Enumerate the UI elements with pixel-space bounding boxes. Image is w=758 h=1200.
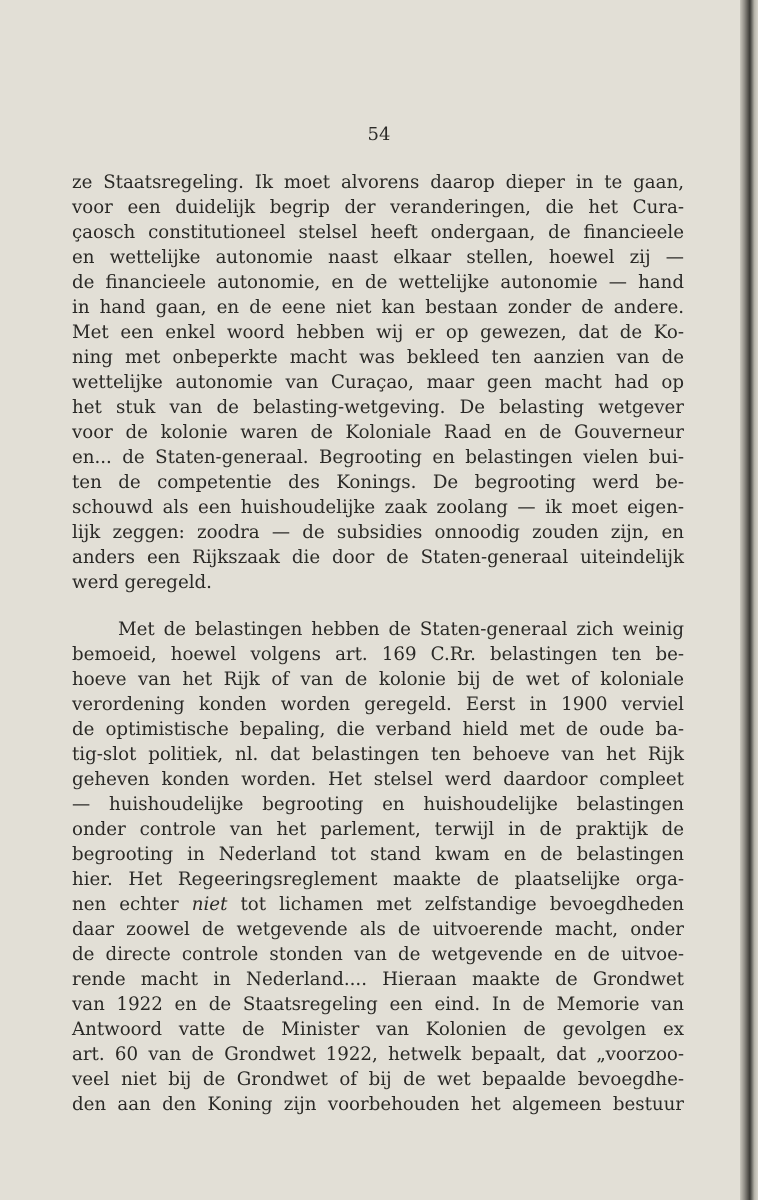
text-line: geheven konden worden. Het stelsel werd daardoor compleet <box>72 769 684 790</box>
text-line: ze Staatsregeling. Ik moet alvorens daarop dieper in te gaan, <box>72 172 684 193</box>
text-line-emphasis <box>72 892 684 917</box>
text-line: voor de kolonie waren de Koloniale Raad en de Gouverneur <box>72 422 684 443</box>
page-number: 54 <box>367 124 391 145</box>
text-fragment: nen echter <box>72 894 192 915</box>
text-line: de directe controle stonden van de wetgevende en de uitvoe- <box>72 944 684 965</box>
text-line: rende macht in Nederland.... Hieraan maakte de Grondwet <box>72 969 684 990</box>
text-line: ning met onbeperkte macht was bekleed ten aanzien van de <box>72 347 684 368</box>
text-line: de financieele autonomie, en de wettelijke autonomie — hand <box>72 272 684 293</box>
text-line: lijk zeggen: zoodra — de subsidies onnoodig zouden zijn, en <box>72 522 684 543</box>
text-line: çaosch constitutioneel stelsel heeft ondergaan, de financieele <box>72 222 684 243</box>
book-binding-edge <box>740 0 758 1200</box>
text-line: Antwoord vatte de Minister van Kolonien de gevolgen ex <box>72 1019 684 1040</box>
text-line: de optimistische bepaling, die verband hield met de oude ba- <box>72 719 684 740</box>
text-line: en... de Staten-generaal. Begrooting en belastingen vielen bui- <box>72 447 684 468</box>
text-line: onder controle van het parlement, terwijl in de praktijk de <box>72 819 684 840</box>
text-line: — huishoudelijke begrooting en huishoudelijke belastingen <box>72 794 684 815</box>
paragraph-gap <box>72 595 684 617</box>
text-fragment: tot lichamen met zelfstandige bevoegdheden <box>227 894 684 915</box>
text-line: het stuk van de belasting-wetgeving. De belasting wetgever <box>72 397 684 418</box>
text-line: art. 60 van de Grondwet 1922, hetwelk bepaalt, dat „voorzoo- <box>72 1044 684 1065</box>
text-line: daar zoowel de wetgevende als de uitvoerende macht, onder <box>72 919 684 940</box>
text-line: veel niet bij de Grondwet of bij de wet bepaalde bevoegdhe- <box>72 1069 684 1090</box>
text-line: voor een duidelijk begrip der veranderingen, die het Cura- <box>72 197 684 218</box>
text-line: schouwd als een huishoudelijke zaak zoolang — ik moet eigen- <box>72 497 684 518</box>
text-line: verordening konden worden geregeld. Eerst in 1900 verviel <box>72 694 684 715</box>
text-line: tig-slot politiek, nl. dat belastingen ten behoeve van het Rijk <box>72 744 684 765</box>
text-line: bemoeid, hoewel volgens art. 169 C.Rr. belastingen ten be- <box>72 644 684 665</box>
text-line: anders een Rijkszaak die door de Staten-generaal uiteindelijk <box>72 547 684 568</box>
text-line: Met de belastingen hebben de Staten-generaal zich weinig <box>118 619 684 640</box>
text-line: hier. Het Regeeringsreglement maakte de plaatselijke orga- <box>72 869 684 890</box>
text-line: werd geregeld. <box>72 572 212 593</box>
text-line: in hand gaan, en de eene niet kan bestaan zonder de andere. <box>72 297 684 318</box>
text-line: ten de competentie des Konings. De begrooting werd be- <box>72 472 684 493</box>
paragraph-1 <box>72 170 684 595</box>
paragraph-2 <box>72 617 684 1117</box>
text-line: en wettelijke autonomie naast elkaar stellen, hoewel zij — <box>72 247 684 268</box>
text-line: hoeve van het Rijk of van de kolonie bij de wet of koloniale <box>72 669 684 690</box>
emphasized-word: niet <box>191 894 228 915</box>
text-line: den aan den Koning zijn voorbehouden het algemeen bestuur <box>72 1094 684 1115</box>
body-text <box>72 170 684 1117</box>
text-line: van 1922 en de Staatsregeling een eind. In de Memorie van <box>72 994 684 1015</box>
text-line: begrooting in Nederland tot stand kwam en de belastingen <box>72 844 684 865</box>
text-line: Met een enkel woord hebben wij er op gewezen, dat de Ko- <box>72 322 684 343</box>
text-line: wettelijke autonomie van Curaçao, maar geen macht had op <box>72 372 684 393</box>
